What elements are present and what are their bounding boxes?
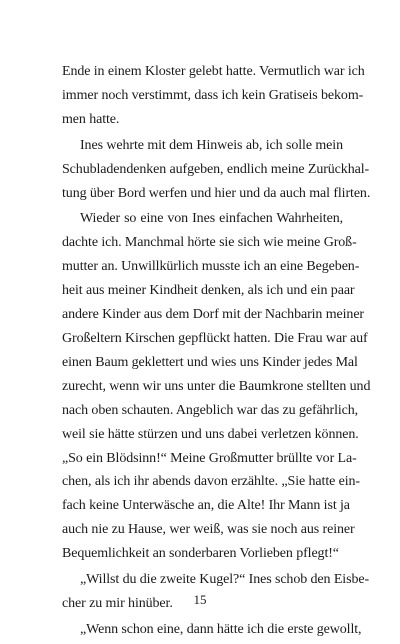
text-line: andere Kinder aus dem Dorf mit der Nachbarin meiner [62, 307, 364, 323]
text-line: Ines wehrte mit dem Hinweis ab, ich solle mein [80, 137, 343, 153]
text-line: nach oben schauten. Angeblich war das zu gefährlich, [62, 402, 359, 418]
text-line: „So ein Blödsinn!“ Meine Großmutter brüllte vor La- [62, 450, 357, 466]
text-line: heit aus meiner Kindheit denken, als ich und ein paar [62, 283, 355, 299]
text-line: Schubladendenken aufgeben, endlich meine Zurückhal- [62, 161, 370, 177]
text-line: men hatte. [62, 111, 120, 127]
paragraph [62, 60, 365, 132]
text-line: dachte ich. Manchmal hörte sie sich wie meine Groß- [62, 235, 357, 251]
page-number: 15 [193, 592, 207, 607]
text-line: Wieder so eine von Ines einfachen Wahrheiten, [80, 211, 343, 227]
text-line: fach keine Unterwäsche an, die Alte! Ihr Mann ist ja [62, 498, 350, 514]
text-line: weil sie hätte stürzen und uns dabei verletzen können. [62, 426, 359, 442]
text-line: Ende in einem Kloster gelebt hatte. Vermutlich war ich [62, 64, 365, 79]
text-line: auch nie zu Hause, wer weiß, was sie noch aus reiner [62, 522, 355, 538]
text-line: tung über Bord werfen und hier und da auch mal flirten. [62, 185, 371, 201]
text-line: „Willst du die zweite Kugel?“ Ines schob den Eisbe- [80, 572, 370, 588]
paragraph [62, 207, 371, 566]
text-line: Bequemlichkeit an sonderbaren Vorlieben pflegt!“ [62, 546, 339, 562]
book-page-text [62, 60, 371, 642]
text-line: mutter an. Unwillkürlich musste ich an eine Begeben- [62, 259, 360, 275]
text-line: Großeltern Kirschen gepflückt hatten. Die Frau war auf [62, 330, 368, 346]
text-line: cher zu mir hinüber. [62, 595, 173, 611]
text-line: einen Baum geklettert und wies uns Kinder jedes Mal [62, 354, 358, 370]
text-line: immer noch verstimmt, dass ich kein Gratiseis bekom- [62, 87, 364, 103]
text-line: zurecht, wenn wir uns unter die Baumkrone stellten und [62, 378, 371, 394]
text-line: chen, als ich ihr abends davon erzählte. „Sie hatte ein- [62, 474, 360, 490]
paragraph [62, 134, 371, 206]
text-line: „Wenn schon eine, dann hätte ich die erste gewollt, [80, 621, 362, 637]
paragraph [62, 618, 362, 642]
